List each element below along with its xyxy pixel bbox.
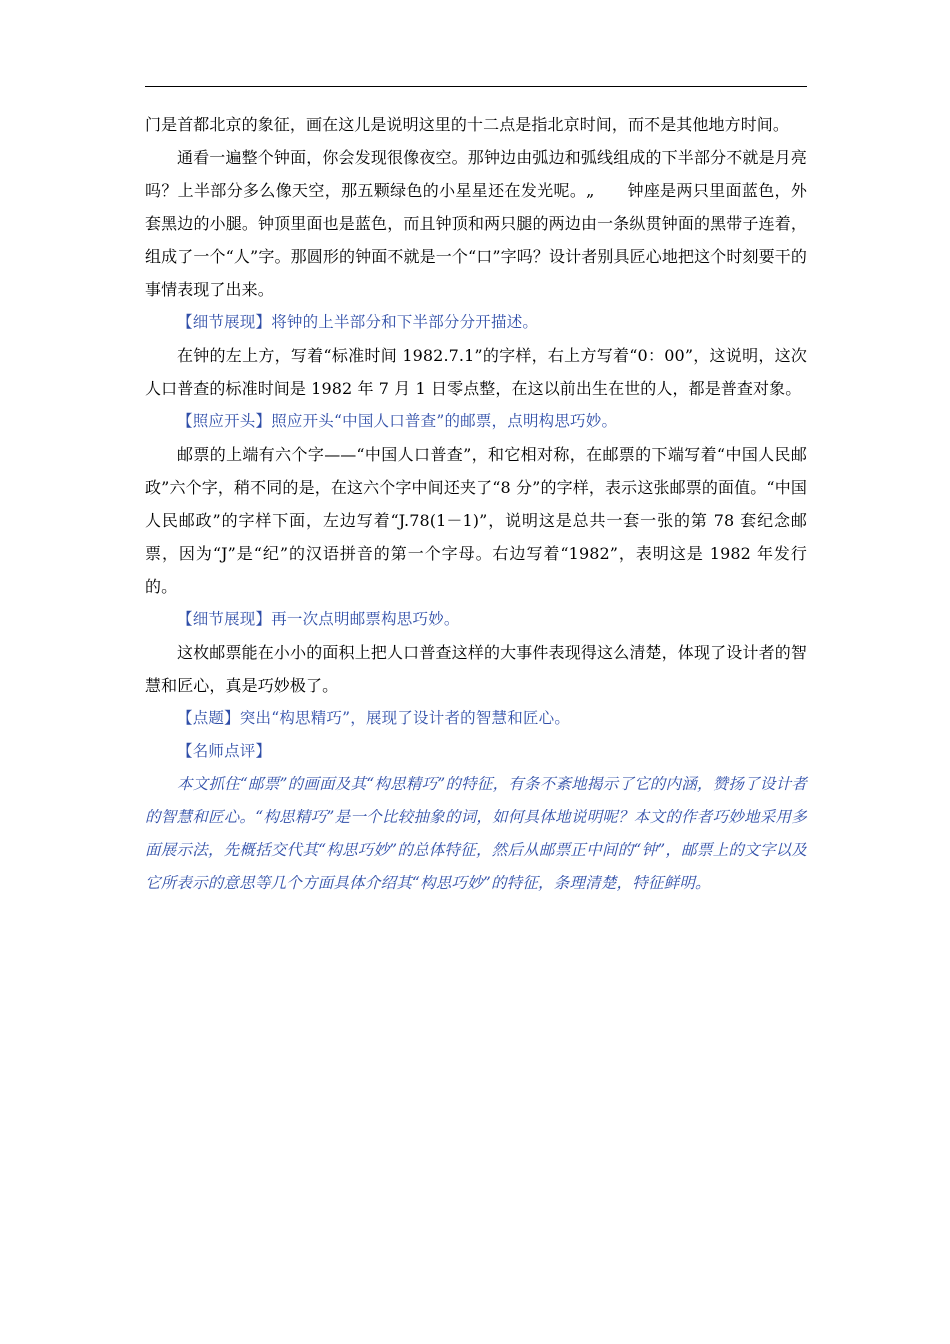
- teacher-comment: 本文抓住“邮票”的画面及其“构思精巧”的特征，有条不紊地揭示了它的内涵，赞扬了设计者的智慧和匠心。“构思精巧”是一个比较抽象的词，如何具体地说明呢？本文的作者巧妙地采用多面展示法，先概括交代其“构思巧妙”的总体特征，然后从邮票正中间的“钟”，邮票上的文字以及它所表示的意思等几个方面具体介绍其“构思巧妙”的特征，条理清楚，特征鲜明。: [145, 775, 807, 892]
- annotation-detail-1: 【细节展现】将钟的上半部分和下半部分分开描述。: [177, 313, 539, 331]
- annotation-theme: 【点题】突出“构思精巧”，展现了设计者的智慧和匠心。: [177, 709, 571, 727]
- paragraph-4: 邮票的上端有六个字——“中国人口普查”，和它相对称，在邮票的下端写着“中国人民邮政”六个字，稍不同的是，在这六个字中间还夹了“8 分”的字样，表示这张邮票的面值。“中国人民邮政”的字样下面，左边写着“J.78(1－1)”，说明这是总共一套一张的第 78 套纪念邮票，因为“J”是“纪”的汉语拼音的第一个字母。右边写着“1982”，表明这是 1982 年发行的。: [145, 445, 807, 596]
- header-rule: [145, 86, 807, 87]
- paragraph-3: 在钟的左上方，写着“标准时间 1982.7.1”的字样，右上方写着“0：00”，这说明，这次人口普查的标准时间是 1982 年 7 月 1 日零点整，在这以前出生在世的人，都是普查对象。: [145, 346, 807, 398]
- paragraph-5: 这枚邮票能在小小的面积上把人口普查这样的大事件表现得这么清楚，体现了设计者的智慧和匠心，真是巧妙极了。: [145, 643, 807, 695]
- annotation-echo-opening: 【照应开头】照应开头“中国人口普查”的邮票，点明构思巧妙。: [177, 412, 618, 430]
- paragraph-2: 通看一遍整个钟面，你会发现很像夜空。那钟边由弧边和弧线组成的下半部分不就是月亮吗？上半部分多么像天空，那五颗绿色的小星星还在发光呢。„ 钟座是两只里面蓝色，外套黑边的小腿。钟顶里面也是蓝色，而且钟顶和两只腿的两边由一条纵贯钟面的黑带子连着，组成了一个“人”字。那圆形的钟面不就是一个“口”字吗？设计者别具匠心地把这个时刻要干的事情表现了出来。: [145, 148, 807, 299]
- paragraph-1: 门是首都北京的象征，画在这儿是说明这里的十二点是指北京时间，而不是其他地方时间。: [145, 115, 790, 134]
- annotation-detail-2: 【细节展现】再一次点明邮票构思巧妙。: [177, 610, 460, 628]
- document-body: [145, 108, 807, 900]
- annotation-teacher-comment-heading: 【名师点评】: [177, 742, 272, 760]
